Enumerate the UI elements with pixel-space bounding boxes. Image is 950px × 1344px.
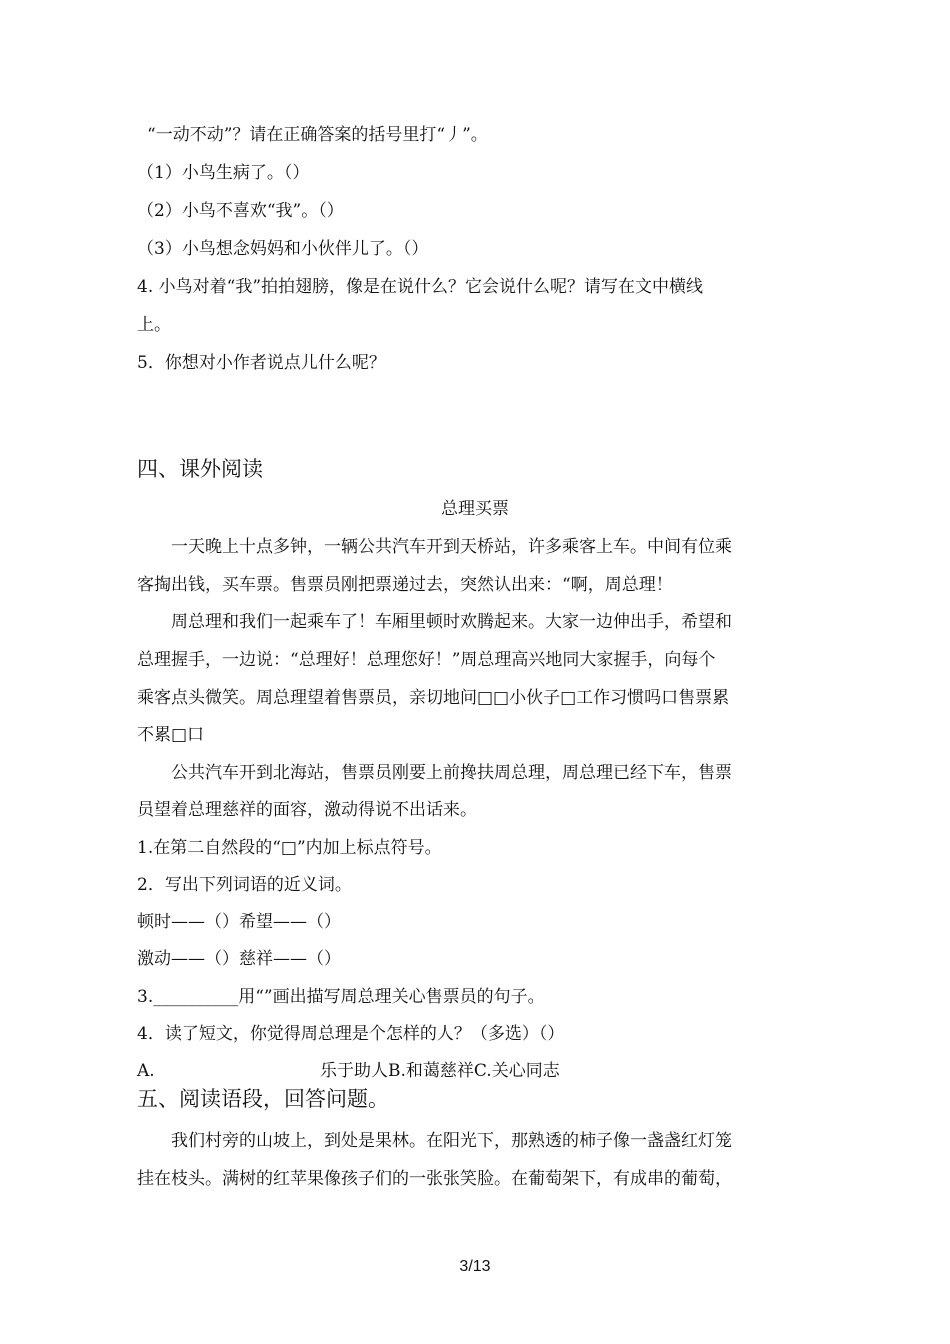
section-5-heading: 五、阅读语段，回答问题。: [137, 1087, 389, 1111]
passage-question-2-row-1: 顿时——（）希望——（）: [137, 912, 341, 932]
question-3-option-3: （3）小鸟想念妈妈和小伙伴儿了。（）: [137, 239, 429, 259]
question-5: 5．你想对小作者说点儿什么呢？: [137, 353, 386, 373]
question-4-line-1: 4. 小鸟对着“我”拍拍翅膀，像是在说什么？它会说什么呢？请写在文中横线: [137, 277, 704, 297]
section-5-paragraph-line-1: 我们村旁的山坡上，到处是果林。在阳光下，那熟透的柿子像一盏盏红灯笼: [171, 1131, 732, 1151]
passage-paragraph-2-line-2: 总理握手，一边说：“总理好！总理您好！”周总理高兴地同大家握手，向每个: [137, 650, 716, 670]
passage-question-4-option-a-label: A.: [137, 1061, 155, 1081]
passage-question-3: 3.__________用“”画出描写周总理关心售票员的句子。: [137, 987, 545, 1007]
passage-paragraph-3-line-1: 公共汽车开到北海站，售票员刚要上前搀扶周总理，周总理已经下车，售票: [171, 763, 732, 783]
section-4-heading: 四、课外阅读: [137, 457, 263, 481]
passage-question-4-options: 乐于助人B.和蔼慈祥C.关心同志: [320, 1061, 560, 1081]
passage-paragraph-3-line-2: 员望着总理慈祥的面容，激动得说不出话来。: [137, 800, 477, 820]
question-3-option-1: （1）小鸟生病了。（）: [137, 163, 310, 183]
passage-question-1: 1.在第二自然段的“□”内加上标点符号。: [137, 838, 442, 858]
passage-paragraph-2-line-3: 乘客点头微笑。周总理望着售票员，亲切地问□□小伙子□工作习惯吗口售票累: [137, 688, 730, 708]
passage-paragraph-2-line-1: 周总理和我们一起乘车了！车厢里顿时欢腾起来。大家一边伸出手，希望和: [171, 612, 732, 632]
question-3-stem: “一动不动”？请在正确答案的括号里打“丿”。: [147, 125, 488, 145]
page-number: 3/13: [459, 1258, 491, 1275]
passage-question-2-row-2: 激动——（）慈祥——（）: [137, 949, 341, 969]
section-5-paragraph-line-2: 挂在枝头。满树的红苹果像孩子们的一张张笑脸。在葡萄架下，有成串的葡萄，: [137, 1169, 732, 1189]
question-3-option-2: （2）小鸟不喜欢“我”。（）: [137, 201, 344, 221]
passage-title: 总理买票: [441, 499, 509, 519]
passage-question-4: 4．读了短文，你觉得周总理是个怎样的人？（多选）（）: [137, 1024, 565, 1044]
question-4-line-2: 上。: [137, 315, 171, 335]
passage-question-2: 2．写出下列词语的近义词。: [137, 875, 352, 895]
passage-paragraph-2-line-4: 不累□口: [137, 725, 205, 745]
passage-paragraph-1-line-2: 客掏出钱，买车票。售票员刚把票递过去，突然认出来：“啊，周总理！: [137, 575, 673, 595]
passage-paragraph-1-line-1: 一天晚上十点多钟，一辆公共汽车开到天桥站，许多乘客上车。中间有位乘: [171, 537, 732, 557]
